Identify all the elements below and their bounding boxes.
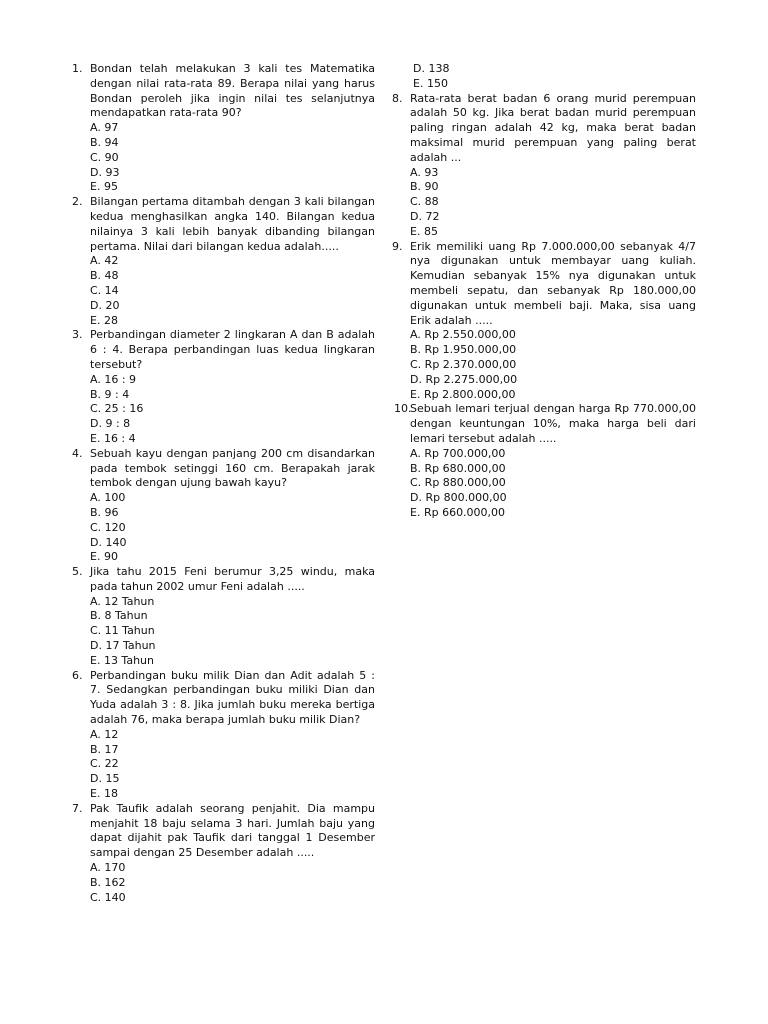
question-number: 8. bbox=[392, 91, 403, 105]
question-2 bbox=[72, 195, 375, 254]
question-text: Bilangan pertama ditambah dengan 3 kali bilangan kedua menghasilkan angka 140. Bilangan kedua nilainya 3 kali lebih banyak dibanding bilangan pertama. Nilai dari bilangan kedua adalah..... bbox=[90, 195, 375, 253]
option-c: C. 25 : 16 bbox=[90, 402, 144, 416]
question-number: 2. bbox=[72, 195, 83, 209]
question-number: 4. bbox=[72, 446, 83, 460]
option-a: A. 12 Tahun bbox=[90, 594, 155, 608]
option-b: B. Rp 1.950.000,00 bbox=[410, 343, 517, 357]
option-d: D. 9 : 8 bbox=[90, 417, 131, 431]
right-column bbox=[392, 62, 696, 521]
question-number: 6. bbox=[72, 668, 83, 682]
option-c: C. Rp 880.000,00 bbox=[410, 476, 506, 490]
question-text: Sebuah lemari terjual dengan harga Rp 770.000,00 dengan keuntungan 10%, maka harga beli dari lemari tersebut adalah ..... bbox=[410, 402, 696, 445]
option-b: B. 9 : 4 bbox=[90, 387, 130, 401]
answer-options bbox=[392, 166, 696, 240]
option-c: C. 90 bbox=[90, 150, 119, 164]
option-a: A. Rp 2.550.000,00 bbox=[410, 328, 516, 342]
question-5 bbox=[72, 565, 375, 595]
question-10 bbox=[392, 402, 696, 446]
option-e: E. Rp 2.800.000,00 bbox=[410, 387, 516, 401]
question-text: Jika tahu 2015 Feni berumur 3,25 windu, maka pada tahun 2002 umur Feni adalah ..... bbox=[90, 565, 375, 593]
option-b: B. 94 bbox=[90, 135, 119, 149]
answer-options bbox=[72, 254, 375, 328]
option-b: B. 17 bbox=[90, 742, 119, 756]
question-number: 1. bbox=[72, 62, 83, 75]
continued-options bbox=[392, 62, 696, 92]
question-9 bbox=[392, 240, 696, 329]
question-text: Rata-rata berat badan 6 orang murid perempuan adalah 50 kg. Jika berat badan murid perempuan paling ringan adalah 42 kg, maka berat badan maksimal murid perempuan yang paling berat adalah ... bbox=[410, 91, 696, 164]
option-a: A. 16 : 9 bbox=[90, 372, 137, 386]
question-1 bbox=[72, 62, 375, 121]
option-a: A. 97 bbox=[90, 121, 119, 135]
question-text: Pak Taufik adalah seorang penjahit. Dia mampu menjahit 18 baju selama 3 hari. Jumlah baju yang dapat dijahit pak Taufik dari tanggal 1 Desember sampai dengan 25 Desember adalah ..... bbox=[90, 801, 375, 860]
option-c: C. 140 bbox=[90, 890, 126, 904]
option-a: A. 170 bbox=[90, 861, 126, 875]
question-3 bbox=[72, 328, 375, 372]
option-d: D. 72 bbox=[410, 209, 440, 223]
option-b: B. 48 bbox=[90, 269, 119, 283]
answer-options bbox=[392, 328, 696, 402]
option-b: B. 90 bbox=[410, 180, 439, 194]
option-a: A. 12 bbox=[90, 727, 119, 741]
question-number: 3. bbox=[72, 328, 83, 342]
option-d: D. 93 bbox=[90, 165, 120, 179]
option-e: E. 90 bbox=[90, 550, 118, 564]
option-e: E. Rp 660.000,00 bbox=[410, 505, 506, 519]
option-c: C. 88 bbox=[410, 195, 439, 209]
option-b: B. 162 bbox=[90, 875, 126, 889]
option-a: A. 100 bbox=[90, 491, 126, 505]
option-c: C. 120 bbox=[90, 520, 126, 534]
question-number: 10. bbox=[394, 402, 412, 416]
question-4 bbox=[72, 447, 375, 491]
option-e: E. 18 bbox=[90, 787, 118, 801]
option-a: A. 93 bbox=[410, 165, 439, 179]
option-b: B. Rp 680.000,00 bbox=[410, 461, 506, 475]
option-d: D. 15 bbox=[90, 772, 120, 786]
option-e: E. 85 bbox=[410, 224, 438, 238]
question-6 bbox=[72, 669, 375, 728]
option-c: C. 14 bbox=[90, 283, 119, 297]
option-d: D. Rp 800.000,00 bbox=[410, 491, 507, 505]
question-text: Erik memiliki uang Rp 7.000.000,00 sebanyak 4/7 nya digunakan untuk membayar uang kuliah. Kemudian sebanyak 15% nya digunakan untuk membeli sepatu, dan sebanyak Rp 180.000,00 digunakan untuk membeli baji. Maka, sisa uang Erik adalah ..... bbox=[410, 239, 696, 327]
answer-options bbox=[72, 728, 375, 802]
answer-options bbox=[72, 491, 375, 565]
option-e: E. 28 bbox=[90, 313, 118, 327]
question-number: 5. bbox=[72, 565, 83, 579]
answer-options bbox=[72, 373, 375, 447]
left-column bbox=[72, 62, 375, 905]
option-d: D. 17 Tahun bbox=[90, 639, 156, 653]
option-d: D. Rp 2.275.000,00 bbox=[410, 372, 518, 386]
question-text: Perbandingan buku milik Dian dan Adit adalah 5 : 7. Sedangkan perbandingan buku miliki Dian dan Yuda adalah 3 : 8. Jika jumlah buku mereka bertiga adalah 76, maka berapa jumlah buku milik Dian? bbox=[90, 668, 375, 727]
question-number: 9. bbox=[392, 239, 403, 253]
question-7 bbox=[72, 802, 375, 861]
option-b: B. 8 Tahun bbox=[90, 609, 148, 623]
answer-options bbox=[72, 121, 375, 195]
option-d: D. 20 bbox=[90, 298, 120, 312]
question-8 bbox=[392, 92, 696, 166]
option-a: A. 42 bbox=[90, 254, 119, 268]
option-e: E. 16 : 4 bbox=[90, 431, 136, 445]
question-number: 7. bbox=[72, 801, 83, 815]
option-c: C. Rp 2.370.000,00 bbox=[410, 357, 517, 371]
option-e: E. 95 bbox=[90, 180, 118, 194]
option-a: A. Rp 700.000,00 bbox=[410, 446, 506, 460]
answer-options bbox=[72, 861, 375, 905]
option-d: D. 140 bbox=[90, 535, 127, 549]
option-e: E. 150 bbox=[413, 76, 448, 90]
option-d: D. 138 bbox=[413, 62, 450, 75]
question-text: Perbandingan diameter 2 lingkaran A dan B adalah 6 : 4. Berapa perbandingan luas kedua lingkaran tersebut? bbox=[90, 328, 375, 371]
option-c: C. 11 Tahun bbox=[90, 624, 155, 638]
answer-options bbox=[392, 447, 696, 521]
option-b: B. 96 bbox=[90, 505, 119, 519]
question-text: Bondan telah melakukan 3 kali tes Matematika dengan nilai rata-rata 89. Berapa nilai yang harus Bondan peroleh jika ingin nilai tes selanjutnya mendapatkan rata-rata 90? bbox=[90, 62, 375, 120]
option-c: C. 22 bbox=[90, 757, 119, 771]
answer-options bbox=[72, 595, 375, 669]
option-e: E. 13 Tahun bbox=[90, 653, 154, 667]
question-text: Sebuah kayu dengan panjang 200 cm disandarkan pada tembok setinggi 160 cm. Berapakah jarak tembok dengan ujung bawah kayu? bbox=[90, 446, 375, 490]
